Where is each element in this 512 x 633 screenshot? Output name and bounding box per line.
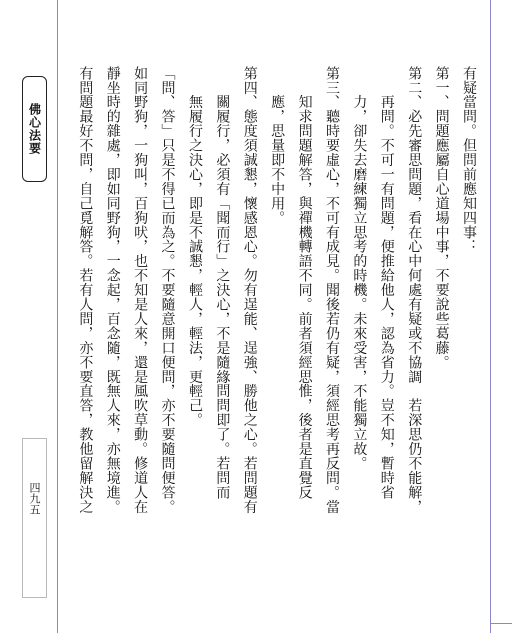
book-title: 佛心法要 bbox=[27, 103, 42, 155]
rule-1-line: 第一、問題應屬自心道場中事，不要說些葛藤。 bbox=[433, 66, 450, 370]
rule-4-line-1: 第四、態度須誠懇，懷感恩心。勿有逞能、逞強、勝他之心。若問題有 bbox=[241, 66, 258, 514]
paragraph-line-3: 靜坐時的雜處，即如同野狗，一念起，百念隨，既無人來，亦無境進。 bbox=[104, 66, 121, 514]
rule-3-line-3: 應，思量即不中用。 bbox=[269, 66, 286, 225]
page-bottom-corner-line bbox=[490, 623, 512, 624]
paragraph-line-4: 有問題最好不問，自己覓解答。若有人問，亦不要直答，教他留解決之 bbox=[77, 66, 94, 514]
paragraph-line-1: 「問、答」只是不得已而為之。不要隨意開口便問，亦不要隨問便答。 bbox=[159, 66, 176, 514]
rule-2-line-3: 力，卻失去磨練獨立思考的時機。未來受害，不能獨立故。 bbox=[351, 66, 368, 471]
paragraph-line-2: 如同野狗，一狗叫，百狗吠，也不知是人來，還是風吹草動。修道人在 bbox=[132, 66, 149, 514]
page-number: 四九五 bbox=[28, 482, 41, 515]
page-right-border bbox=[490, 0, 491, 633]
main-text-block bbox=[71, 66, 482, 626]
rule-4-line-2: 關履行，必須有「聞而行」之決心，不是隨緣問問即了。若問而 bbox=[214, 66, 231, 500]
rule-2-line-2: 再問。不可一有問題，便推給他人，認為省力。豈不知，暫時省 bbox=[378, 66, 395, 500]
page-left-border bbox=[57, 0, 58, 633]
rule-4-line-3: 無履行之決心，即是不誠懇，輕人，輕法，更輕己。 bbox=[186, 66, 203, 428]
page-number-box bbox=[22, 438, 47, 598]
rule-3-line-1: 第三、聽時要虛心，不可有成見。聞後若仍有疑，須經思考再反問。當 bbox=[323, 66, 340, 514]
rule-3-line-2: 知求問題解答，與禪機轉語不同。前者須經思惟，後者是直覺反 bbox=[296, 66, 313, 500]
rule-2-line-1: 第二、必先審思問題，看在心中何處有疑或不協調 若深思仍不能解， bbox=[406, 66, 423, 514]
intro-line: 有疑當問。但問前應知四事： bbox=[461, 66, 477, 254]
book-title-tab bbox=[22, 76, 47, 182]
